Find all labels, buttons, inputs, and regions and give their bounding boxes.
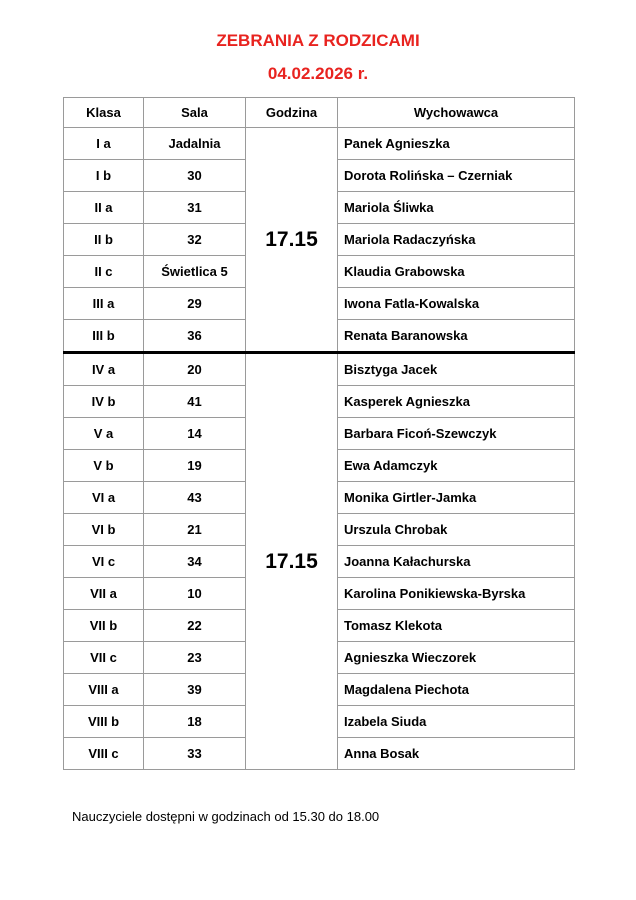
cell-wychowawca: Panek Agnieszka bbox=[338, 128, 575, 160]
cell-klasa: VI a bbox=[64, 482, 144, 514]
cell-klasa: I a bbox=[64, 128, 144, 160]
cell-sala: 23 bbox=[144, 642, 246, 674]
cell-wychowawca: Renata Baranowska bbox=[338, 320, 575, 353]
cell-wychowawca: Klaudia Grabowska bbox=[338, 256, 575, 288]
cell-sala: 34 bbox=[144, 546, 246, 578]
cell-klasa: I b bbox=[64, 160, 144, 192]
cell-klasa: II b bbox=[64, 224, 144, 256]
cell-klasa: VIII b bbox=[64, 706, 144, 738]
cell-klasa: IV a bbox=[64, 353, 144, 386]
cell-sala: 43 bbox=[144, 482, 246, 514]
cell-wychowawca: Monika Girtler-Jamka bbox=[338, 482, 575, 514]
cell-sala: 30 bbox=[144, 160, 246, 192]
cell-klasa: VIII c bbox=[64, 738, 144, 770]
cell-klasa: VII c bbox=[64, 642, 144, 674]
cell-wychowawca: Barbara Ficoń-Szewczyk bbox=[338, 418, 575, 450]
cell-wychowawca: Agnieszka Wieczorek bbox=[338, 642, 575, 674]
cell-sala: 33 bbox=[144, 738, 246, 770]
cell-wychowawca: Dorota Rolińska – Czerniak bbox=[338, 160, 575, 192]
cell-klasa: VI c bbox=[64, 546, 144, 578]
table-row bbox=[64, 128, 575, 160]
cell-sala: 39 bbox=[144, 674, 246, 706]
cell-sala: 10 bbox=[144, 578, 246, 610]
cell-sala: 32 bbox=[144, 224, 246, 256]
group2-time: 17.15 bbox=[246, 353, 338, 770]
cell-klasa: IV b bbox=[64, 386, 144, 418]
cell-wychowawca: Mariola Radaczyńska bbox=[338, 224, 575, 256]
cell-klasa: V b bbox=[64, 450, 144, 482]
cell-klasa: VII a bbox=[64, 578, 144, 610]
table-header-row bbox=[64, 98, 575, 128]
cell-sala: 20 bbox=[144, 353, 246, 386]
cell-sala: 41 bbox=[144, 386, 246, 418]
cell-sala: 21 bbox=[144, 514, 246, 546]
header-sala: Sala bbox=[144, 98, 246, 128]
meeting-date: 04.02.2026 r. bbox=[267, 64, 369, 83]
cell-klasa: III b bbox=[64, 320, 144, 353]
cell-wychowawca: Magdalena Piechota bbox=[338, 674, 575, 706]
header-godzina: Godzina bbox=[246, 98, 338, 128]
page-title: ZEBRANIA Z RODZICAMI bbox=[216, 31, 420, 50]
cell-wychowawca: Anna Bosak bbox=[338, 738, 575, 770]
cell-wychowawca: Mariola Śliwka bbox=[338, 192, 575, 224]
cell-sala: 22 bbox=[144, 610, 246, 642]
cell-wychowawca: Bisztyga Jacek bbox=[338, 353, 575, 386]
schedule-table bbox=[63, 97, 575, 770]
cell-wychowawca: Kasperek Agnieszka bbox=[338, 386, 575, 418]
cell-wychowawca: Ewa Adamczyk bbox=[338, 450, 575, 482]
availability-note: Nauczyciele dostępni w godzinach od 15.30 do 18.00 bbox=[72, 809, 380, 824]
cell-sala: 36 bbox=[144, 320, 246, 353]
cell-wychowawca: Izabela Siuda bbox=[338, 706, 575, 738]
header-wychowawca: Wychowawca bbox=[338, 98, 575, 128]
cell-sala: 19 bbox=[144, 450, 246, 482]
cell-klasa: III a bbox=[64, 288, 144, 320]
header-klasa: Klasa bbox=[64, 98, 144, 128]
cell-klasa: VI b bbox=[64, 514, 144, 546]
table-row bbox=[64, 353, 575, 386]
cell-wychowawca: Karolina Ponikiewska-Byrska bbox=[338, 578, 575, 610]
cell-klasa: VIII a bbox=[64, 674, 144, 706]
cell-wychowawca: Tomasz Klekota bbox=[338, 610, 575, 642]
cell-wychowawca: Joanna Kałachurska bbox=[338, 546, 575, 578]
cell-sala: Jadalnia bbox=[144, 128, 246, 160]
cell-klasa: II c bbox=[64, 256, 144, 288]
cell-wychowawca: Iwona Fatla-Kowalska bbox=[338, 288, 575, 320]
cell-sala: 18 bbox=[144, 706, 246, 738]
cell-klasa: II a bbox=[64, 192, 144, 224]
cell-sala: Świetlica 5 bbox=[144, 256, 246, 288]
cell-klasa: VII b bbox=[64, 610, 144, 642]
cell-sala: 29 bbox=[144, 288, 246, 320]
group1-time: 17.15 bbox=[246, 128, 338, 353]
cell-sala: 14 bbox=[144, 418, 246, 450]
cell-klasa: V a bbox=[64, 418, 144, 450]
cell-sala: 31 bbox=[144, 192, 246, 224]
cell-wychowawca: Urszula Chrobak bbox=[338, 514, 575, 546]
